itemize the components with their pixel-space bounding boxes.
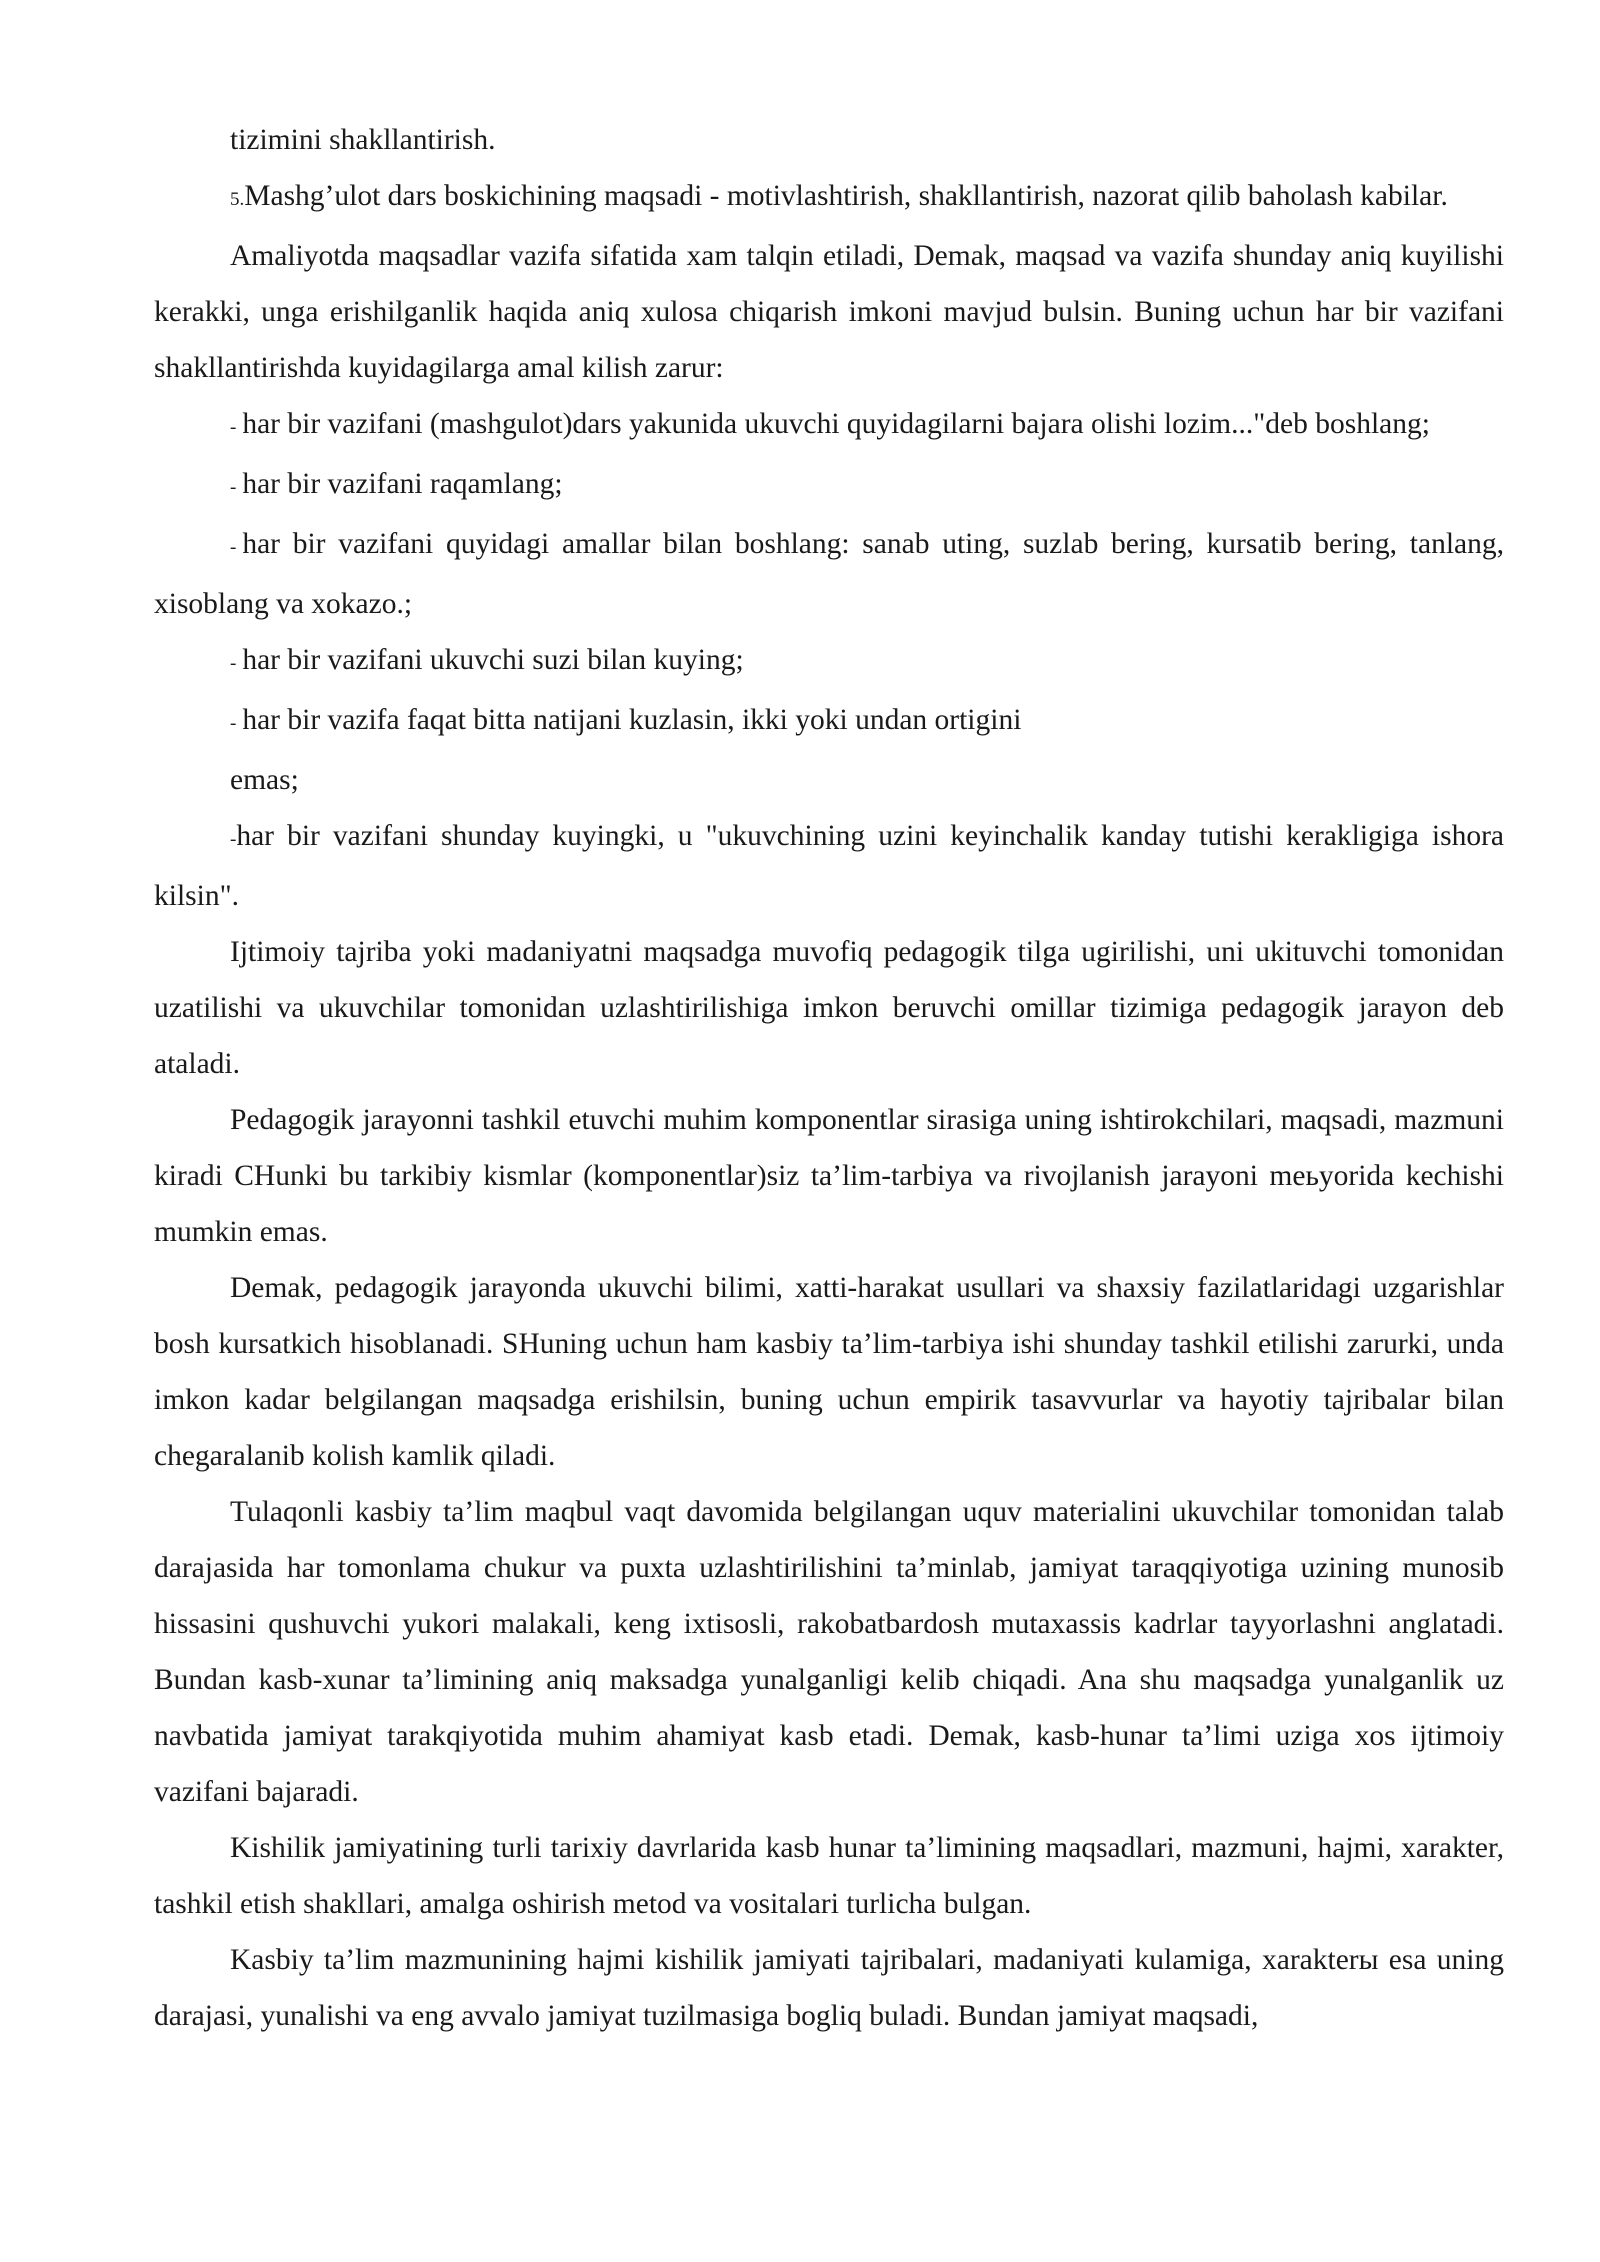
bullet-dash: - bbox=[230, 477, 237, 498]
numbered-item-5 bbox=[154, 168, 1504, 228]
paragraph: Demak, pedagogik jarayonda ukuvchi bilimi, xatti-harakat usullari va shaxsiy fazilatlaridagi uzgarishlar bosh kursatkich hisoblanadi. SHuning uchun ham kasbiy ta’lim-tarbiya ishi shunday tashkil etilishi zarurki, unda imkon kadar belgilangan maqsadga erishilsin, buning uchun empirik tasavvurlar va hayotiy tajribalar bilan chegaralanib kolish kamlik qiladi. bbox=[154, 1272, 1504, 1472]
bullet-dash: - bbox=[230, 417, 237, 438]
paragraph: Ijtimoiy tajriba yoki madaniyatni maqsadga muvofiq pedagogik tilga ugirilishi, uni ukituvchi tomonidan uzatilishi va ukuvchilar tomonidan uzlashtirilishiga imkon beruvchi omillar tizimiga pedagogik jarayon deb ataladi. bbox=[154, 936, 1504, 1080]
bullet-text: har bir vazifani quyidagi amallar bilan boshlang: sanab uting, suzlab bering, kursatib bering, tanlang, xisoblang va xokazo.; bbox=[154, 528, 1504, 620]
bullet-item bbox=[154, 808, 1504, 924]
bullet-item bbox=[154, 456, 1504, 516]
bullet-text: har bir vazifa faqat bitta natijani kuzlasin, ikki yoki undan ortigini bbox=[242, 704, 1022, 736]
bullet-item bbox=[154, 516, 1504, 632]
paragraph: Pedagogik jarayonni tashkil etuvchi muhim komponentlar sirasiga uning ishtirokchilari, maqsadi, mazmuni kiradi CHunki bu tarkibiy kismlar (komponentlar)siz ta’lim-tarbiya va rivojlanish jarayoni meьyorida kechishi mumkin emas. bbox=[154, 1104, 1504, 1248]
bullet-item bbox=[154, 692, 1504, 752]
bullet-text: har bir vazifani (mashgulot)dars yakunida ukuvchi quyidagilarni bajara olishi lozim..."deb boshlang; bbox=[242, 408, 1430, 440]
document-page bbox=[154, 112, 1504, 2044]
bullet-dash: - bbox=[230, 537, 237, 558]
item-number: 5. bbox=[230, 189, 245, 210]
paragraph-continuation: tizimini shakllantirish. bbox=[230, 124, 496, 156]
bullet-text: har bir vazifani ukuvchi suzi bilan kuying; bbox=[242, 644, 744, 676]
paragraph: Tulaqonli kasbiy ta’lim maqbul vaqt davomida belgilangan uquv materialini ukuvchilar tomonidan talab darajasida har tomonlama chukur va puxta uzlashtirilishini ta’minlab, jamiyat taraqqiyotiga uzining munosib hissasini qushuvchi yukori malakali, keng ixtisosli, rakobatbardosh mutaxassis kadrlar tayyorlashni anglatadi. Bundan kasb-xunar ta’limining aniq maksadga yunalganligi kelib chiqadi. Ana shu maqsadga yunalganlik uz navbatida jamiyat tarakqiyotida muhim ahamiyat kasb etadi. Demak, kasb-hunar ta’limi uziga xos ijtimoiy vazifani bajaradi. bbox=[154, 1496, 1504, 1808]
paragraph: Kishilik jamiyatining turli tarixiy davrlarida kasb hunar ta’limining maqsadlari, mazmuni, hajmi, xarakter, tashkil etish shakllari, amalga oshirish metod va vositalari turlicha bulgan. bbox=[154, 1832, 1504, 1920]
bullet-text: har bir vazifani raqamlang; bbox=[242, 468, 563, 500]
bullet-item bbox=[154, 632, 1504, 692]
bullet-item bbox=[154, 396, 1504, 456]
paragraph: Kasbiy ta’lim mazmunining hajmi kishilik jamiyati tajribalari, madaniyati kulamiga, xarakterы esa uning darajasi, yunalishi va eng avvalo jamiyat tuzilmasiga bogliq buladi. Bundan jamiyat maqsadi, bbox=[154, 1944, 1504, 2032]
bullet-dash: - bbox=[230, 653, 237, 674]
bullet-continuation: emas; bbox=[230, 764, 299, 796]
bullet-text: har bir vazifani shunday kuyingki, u "ukuvchining uzini keyinchalik kanday tutishi kerakligiga ishora kilsin". bbox=[154, 820, 1504, 912]
bullet-dash: - bbox=[230, 713, 237, 734]
paragraph: Amaliyotda maqsadlar vazifa sifatida xam talqin etiladi, Demak, maqsad va vazifa shunday aniq kuyilishi kerakki, unga erishilganlik haqida aniq xulosa chiqarish imkoni mavjud bulsin. Buning uchun har bir vazifani shakllantirishda kuyidagilarga amal kilish zarur: bbox=[154, 240, 1504, 384]
bullet-dash: - bbox=[230, 829, 237, 850]
item-text: Mashg’ulot dars boskichining maqsadi - motivlashtirish, shakllantirish, nazorat qilib baholash kabilar. bbox=[244, 180, 1448, 212]
